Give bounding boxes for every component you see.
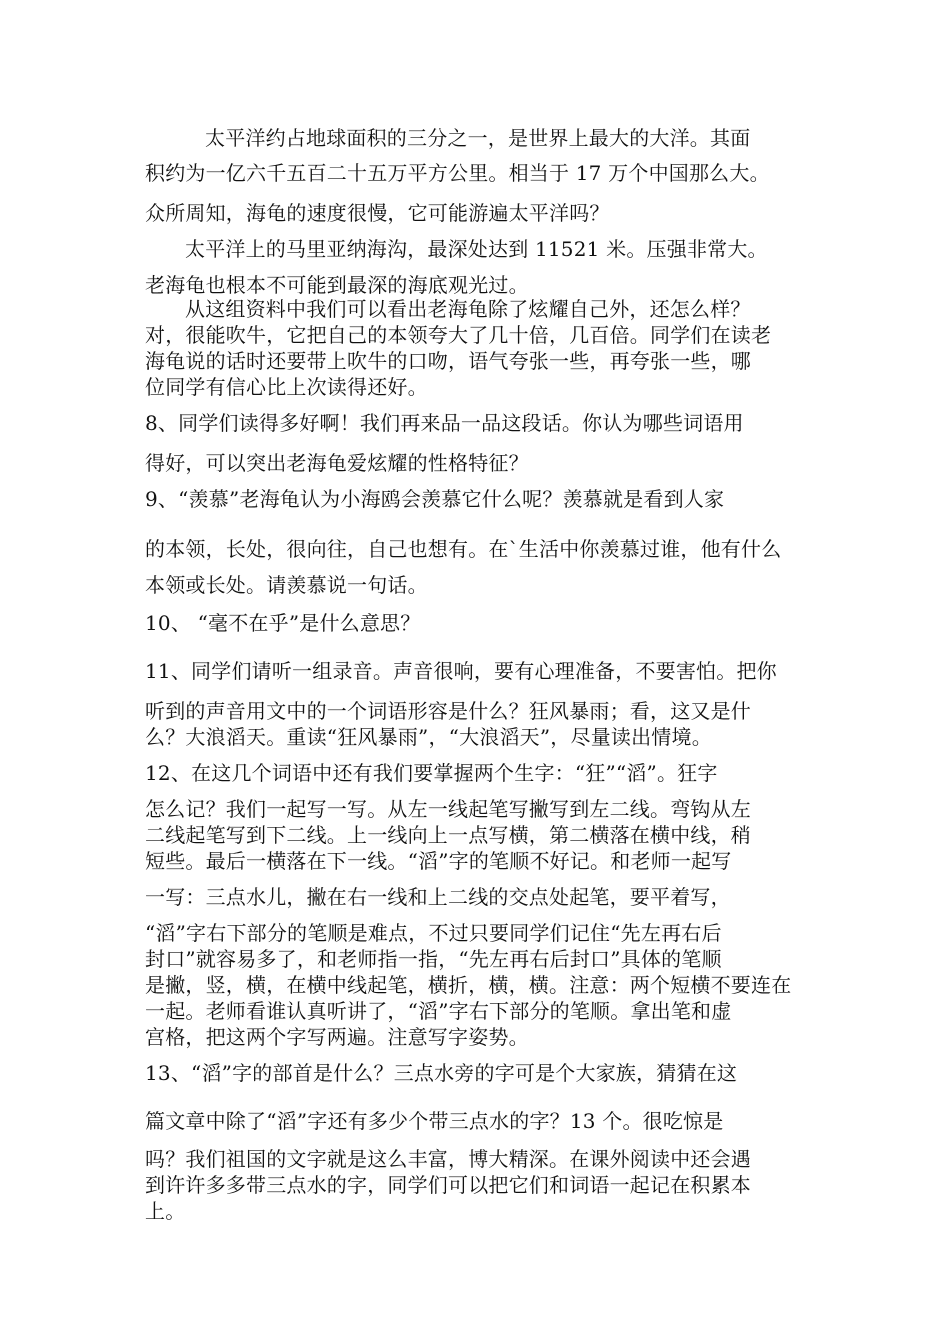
paragraph-line: 位同学有信心比上次读得还好。 [145, 375, 428, 399]
paragraph-line: 一写：三点水儿，撇在右一线和上二线的交点处起笔，要平着写， [145, 885, 731, 909]
paragraph-line: 从这组资料中我们可以看出老海龟除了炫耀自己外，还怎么样？ [185, 297, 751, 321]
paragraph-line: 一起。老师看谁认真听讲了，“滔”字右下部分的笔顺。拿出笔和虚 [145, 999, 732, 1023]
paragraph-line: 篇文章中除了“滔”字还有多少个带三点水的字？13 个。很吃惊是 [145, 1109, 724, 1133]
paragraph-line: 老海龟也根本不可能到最深的海底观光过。 [145, 273, 529, 297]
paragraph-line: 11、同学们请听一组录音。声音很响，要有心理准备，不要害怕。把你 [145, 659, 777, 683]
paragraph-line: 封口”就容易多了，和老师指一指，“先左再右后封口”具体的笔顺 [145, 947, 722, 971]
paragraph-line: 到许许多多带三点水的字，同学们可以把它们和词语一起记在积累本 [145, 1173, 751, 1197]
paragraph-line: 对，很能吹牛，它把自己的本领夸大了几十倍，几百倍。同学们在读老 [145, 323, 772, 347]
paragraph-line: 8、同学们读得多好啊！我们再来品一品这段话。你认为哪些词语用 [145, 411, 744, 435]
paragraph-line: 的本领，长处，很向往，自己也想有。在`生活中你羡慕过谁，他有什么 [145, 537, 782, 561]
paragraph-line: 积约为一亿六千五百二十五万平方公里。相当于 17 万个中国那么大。 [145, 161, 770, 185]
paragraph-line: 太平洋约占地球面积的三分之一，是世界上最大的大洋。其面 [205, 126, 751, 150]
paragraph-line: 听到的声音用文中的一个词语形容是什么？狂风暴雨；看，这又是什 [145, 699, 751, 723]
paragraph-line: 海龟说的话时还要带上吹牛的口吻，语气夸张一些，再夸张一些，哪 [145, 349, 751, 373]
paragraph-line: 是撇，竖，横，在横中线起笔，横折，横，横。注意：两个短横不要连在 [145, 973, 792, 997]
paragraph-line: 9、“羡慕”老海龟认为小海鸥会羡慕它什么呢？羡慕就是看到人家 [145, 487, 725, 511]
paragraph-line: 10、 “毫不在乎”是什么意思？ [145, 611, 421, 635]
paragraph-line: 宫格，把这两个字写两遍。注意写字姿势。 [145, 1025, 529, 1049]
paragraph-line: 13、“滔”字的部首是什么？三点水旁的字可是个大家族，猜猜在这 [145, 1061, 738, 1085]
paragraph-line: 二线起笔写到下二线。上一线向上一点写横，第二横落在横中线，稍 [145, 823, 751, 847]
paragraph-line: 众所周知，海龟的速度很慢，它可能游遍太平洋吗？ [145, 201, 610, 225]
paragraph-line: 么？大浪滔天。重读“狂风暴雨”，“大浪滔天”，尽量读出情境。 [145, 725, 712, 749]
paragraph-line: “滔”字右下部分的笔顺是难点，不过只要同学们记住“先左再右后 [145, 921, 722, 945]
paragraph-line: 怎么记？我们一起写一写。从左一线起笔写撇写到左二线。弯钩从左 [145, 797, 751, 821]
paragraph-line: 太平洋上的马里亚纳海沟，最深处达到 11521 米。压强非常大。 [185, 237, 768, 261]
paragraph-line: 得好，可以突出老海龟爱炫耀的性格特征？ [145, 451, 529, 475]
paragraph-line: 本领或长处。请羡慕说一句话。 [145, 573, 428, 597]
paragraph-line: 上。 [145, 1199, 186, 1223]
paragraph-line: 12、在这几个词语中还有我们要掌握两个生字：“狂”“滔”。狂字 [145, 761, 718, 785]
paragraph-line: 吗？我们祖国的文字就是这么丰富，博大精深。在课外阅读中还会遇 [145, 1147, 751, 1171]
paragraph-line: 短些。最后一横落在下一线。“滔”字的笔顺不好记。和老师一起写 [145, 849, 732, 873]
